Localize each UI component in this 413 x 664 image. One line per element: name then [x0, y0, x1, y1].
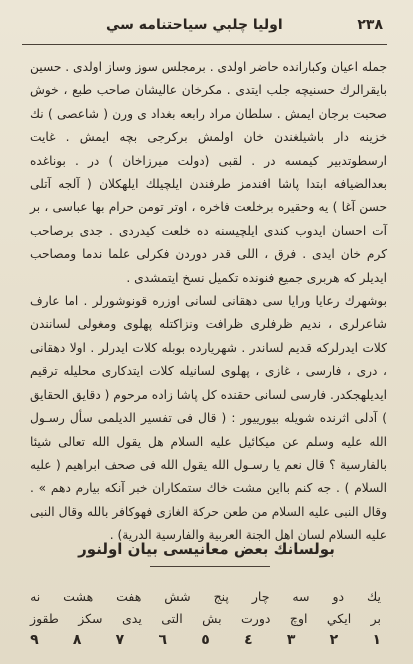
number-digit: ٣	[286, 632, 296, 648]
number-digit: ٥	[201, 632, 210, 648]
number-word: هفت	[116, 588, 142, 604]
number-digit: ٤	[244, 632, 253, 648]
number-digit: ٢	[329, 632, 339, 648]
number-gloss: اوچ	[289, 610, 308, 626]
number-gloss: دورت	[241, 610, 271, 626]
paragraph-2: بوشهرك رعايا ورايا سی دهقانی لسانی اوزره قونوشورلر . اما عارف شاعرلری ، نديم ظرفلری ظرافت ونزاكتله پهلوی ومغولی لسانندن كلات ايدرلركه قديم لساندر . شهريارده بوبله كلات ايدرلر . اولا دهقانی ، دری ، فارسی ، غازی ، پهلوی لسانيله كلات ايتدكاری محليله ترقيم ايديلهجكدر. فارسی لسانی حقنده كل پاشا زاده مرحوم ( دقايق الحقايق ) آدلی اثرنده شويله بيورييور : ( قال فی تفسير الديلمی سأل رسـول الله عليه وسلم عن ميكائيل عليه السلام هل يقول الله تعالی شيئا بالفارسية ؟ قال نعم يا رسـول الله يقول الله فی صحف ابراهيم ( عليه السلام ) . جه كنم بااين مشت خاك ستمكاران خبر آنكه بيارم دهم » . وقال النبی عليه السلام من طعن حركة الغازی فهوكافر بالله وقال النبی عليه السلام لسان اهل الجنة العربية والفارسية الدرية) .	[30, 294, 387, 543]
number-digit: ٦	[158, 632, 168, 648]
number-lexicon-row	[30, 607, 381, 629]
number-words-row	[30, 585, 381, 607]
number-digit: ٨	[72, 632, 82, 648]
running-title: اوليا چلبي سياحتنامه سي	[106, 17, 283, 33]
number-digit: ٩	[30, 632, 39, 648]
page-number: ٢٣٨	[357, 17, 383, 33]
number-table	[30, 585, 381, 651]
body-text	[30, 56, 387, 548]
number-digit: ٧	[115, 632, 125, 648]
number-gloss: بش	[202, 610, 222, 626]
number-gloss: يدی	[121, 610, 142, 626]
paragraph-1: جمله اعيان وكبارانده حاضر اولدی . برمجلس سوز وساز اولدی . حسين بايقرالرك حسنيچه جلب ايتدی . مكرخان عاليشان صاحب طبع ، خوش صحبت برجان ايمش . سلطان مراد رابعه بغداد ی ورن ( شاعصی ) نك خزينه دار باشيلغندن خان اولمش بركرجی بچه ايمش . غايت ارسطوتدبير كيمسه در . لقبی (دولت ميرزاخان ) در . بوناغده بعدالضيافه ابتدا پاشا افندمز طرفندن ايلچيلك ايلهكلان ( آلجه آتلی حسن آغا ) يه وحقيره برخلعت فاخره ، اوتر تومن حرام بها عباسی ، بر آت احسان ايدوب كندی ايلچيسنه ده خلعت كيدردی . جدی برصاحب كرم خان ايدی . فرق ، اللی قدر دوردن فكرلی علما ندما ومصاحب ايديلر كه هربری جميع فنونده تكميل نسخ ايتمشدی .	[30, 60, 387, 285]
number-word: شش	[164, 588, 191, 604]
page-header	[26, 14, 383, 36]
number-gloss: بر	[370, 610, 381, 626]
section-rule	[150, 566, 270, 567]
number-gloss: التی	[161, 610, 183, 626]
number-word: هشت	[63, 588, 94, 604]
number-word: چار	[251, 588, 270, 604]
number-word: نه	[30, 588, 41, 604]
number-word: پنج	[213, 588, 229, 604]
section-title: بولسانك بعض معانيسی بيان اولنور	[78, 540, 335, 558]
header-rule	[22, 44, 387, 45]
number-word: سه	[292, 588, 310, 604]
number-digits-row	[30, 629, 381, 651]
number-gloss: طقوز	[30, 610, 59, 626]
number-gloss: سكز	[78, 610, 103, 626]
number-digit: ١	[372, 632, 381, 648]
number-gloss: ايكي	[326, 610, 352, 626]
number-word: دو	[332, 588, 345, 604]
number-word: يك	[366, 588, 381, 604]
